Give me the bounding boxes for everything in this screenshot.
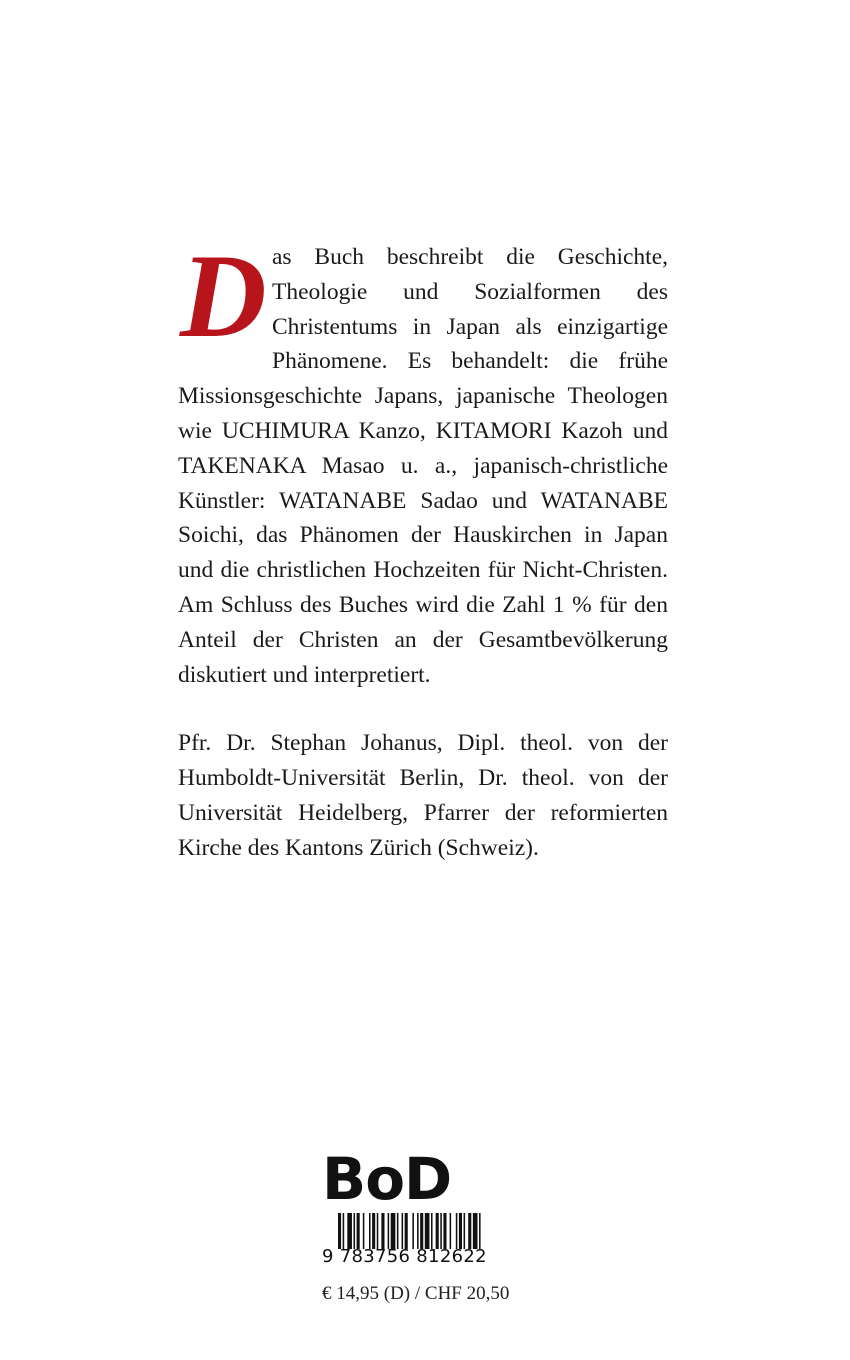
description-text: as Buch beschreibt die Geschichte, Theologie und Sozialformen des Christentums in Japan als einzigartige Phänomene. Es behandelt: die frühe Missionsgeschichte Japans, japanische Theologen wie UCHIMURA Kanzo, KITAMORI Kazoh und TAKENAKA Masao u. a., japanisch-christliche Künstler: WATANABE Sadao und WATANABE Soichi, das Phänomen der Hauskirchen in Japan und die christlichen Hochzeiten für Nicht-Christen. Am Schluss des Buches wird die Zahl 1 % für den Anteil der Christen an der Gesamtbevölkerung diskutiert und interpretiert. xyxy=(178,244,668,688)
barcode-bar xyxy=(347,1213,352,1249)
barcode-bar xyxy=(420,1213,423,1249)
barcode-bar xyxy=(354,1213,356,1249)
barcode-bar xyxy=(468,1213,471,1249)
barcode-bar xyxy=(443,1213,446,1249)
barcode-bar xyxy=(431,1213,433,1249)
publisher-logo: BoD xyxy=(322,1145,452,1213)
barcode-bar xyxy=(397,1213,399,1249)
price-label: € 14,95 (D) / CHF 20,50 xyxy=(322,1283,510,1304)
author-bio: Pfr. Dr. Stephan Johanus, Dipl. theol. von der Humboldt-Universität Berlin, Dr. theol. von der Universität Heidelberg, Pfarrer der reformierten Kirche des Kantons Zürich (Schweiz). xyxy=(178,730,668,861)
barcode-bar xyxy=(391,1213,396,1249)
barcode-bar xyxy=(412,1213,414,1249)
barcode-bar xyxy=(405,1213,408,1249)
description-paragraph xyxy=(178,240,668,692)
barcode-bar xyxy=(363,1213,365,1249)
barcode-bar xyxy=(388,1213,390,1249)
barcode-bar xyxy=(417,1213,419,1249)
barcode-bar xyxy=(436,1213,439,1249)
barcode-bar xyxy=(425,1213,430,1249)
barcode-bar xyxy=(456,1213,458,1249)
barcode-bar xyxy=(338,1213,341,1249)
barcode-bar xyxy=(377,1213,379,1249)
drop-cap xyxy=(178,244,268,348)
barcode-bar xyxy=(372,1213,375,1249)
barcode-bar xyxy=(464,1213,466,1249)
barcode-bar xyxy=(473,1213,478,1249)
barcode-bar xyxy=(357,1213,360,1249)
back-cover-blurb xyxy=(178,240,668,866)
barcode-bar xyxy=(450,1213,452,1249)
barcode-bar xyxy=(343,1213,345,1249)
barcode-bar xyxy=(402,1213,404,1249)
drop-cap-letter: D xyxy=(180,244,267,348)
isbn-digits: 9 783756 812622 xyxy=(322,1246,487,1267)
barcode-bar xyxy=(440,1213,442,1249)
barcode-bar xyxy=(459,1213,462,1249)
barcode-bar xyxy=(369,1213,371,1249)
barcode-bar xyxy=(479,1213,481,1249)
barcode-bar xyxy=(381,1213,384,1249)
